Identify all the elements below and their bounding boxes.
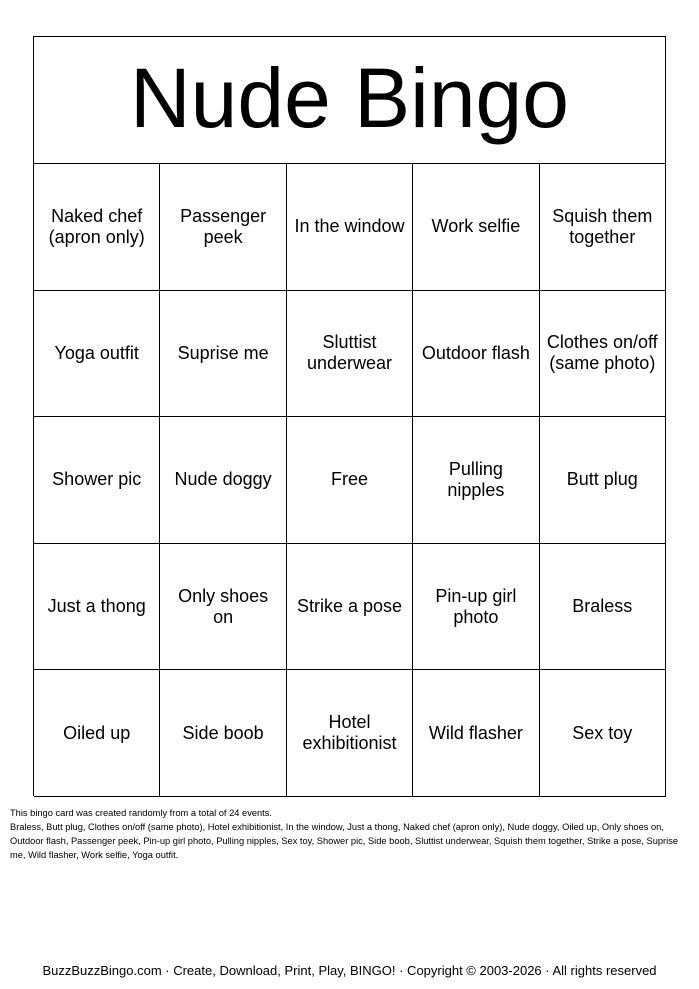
bingo-cell: Nude doggy <box>160 417 286 544</box>
bingo-cell: Only shoes on <box>160 544 286 671</box>
bingo-card <box>33 36 666 796</box>
bingo-cell: Sluttist underwear <box>287 291 413 418</box>
bingo-cell: Work selfie <box>413 164 539 291</box>
bingo-cell: Clothes on/off (same photo) <box>540 291 666 418</box>
notes-summary: This bingo card was created randomly from a total of 24 events. <box>10 808 272 818</box>
bingo-grid <box>34 164 666 797</box>
bingo-cell: Butt plug <box>540 417 666 544</box>
bingo-cell: Side boob <box>160 670 286 797</box>
bingo-cell: In the window <box>287 164 413 291</box>
bingo-cell: Pin-up girl photo <box>413 544 539 671</box>
bingo-cell: Outdoor flash <box>413 291 539 418</box>
bingo-cell: Wild flasher <box>413 670 539 797</box>
notes-event-list: Braless, Butt plug, Clothes on/off (same photo), Hotel exhibitionist, In the window, Just a thong, Naked chef (apron only), Nude doggy, Oiled up, Only shoes on, Outdoor flash, Passenger peek, Pin-up girl photo, Pulling nipples, Sex toy, Shower pic, Side boob, Sluttist underwear, Squish them together, Strike a pose, Suprise me, Wild flasher, Work selfie, Yoga outfit. <box>10 822 679 860</box>
bingo-cell: Yoga outfit <box>34 291 160 418</box>
bingo-cell: Just a thong <box>34 544 160 671</box>
bingo-cell: Squish them together <box>540 164 666 291</box>
bingo-cell-free: Free <box>287 417 413 544</box>
page-footer: BuzzBuzzBingo.com · Create, Download, Print, Play, BINGO! · Copyright © 2003-2026 · All rights reserved <box>42 963 657 978</box>
bingo-cell: Naked chef (apron only) <box>34 164 160 291</box>
bingo-cell: Braless <box>540 544 666 671</box>
bingo-cell: Passenger peek <box>160 164 286 291</box>
card-title: Nude Bingo <box>34 37 666 164</box>
card-notes <box>10 806 690 862</box>
bingo-cell: Shower pic <box>34 417 160 544</box>
bingo-cell: Strike a pose <box>287 544 413 671</box>
bingo-cell: Oiled up <box>34 670 160 797</box>
bingo-cell: Hotel exhibitionist <box>287 670 413 797</box>
bingo-cell: Sex toy <box>540 670 666 797</box>
bingo-cell: Suprise me <box>160 291 286 418</box>
bingo-cell: Pulling nipples <box>413 417 539 544</box>
